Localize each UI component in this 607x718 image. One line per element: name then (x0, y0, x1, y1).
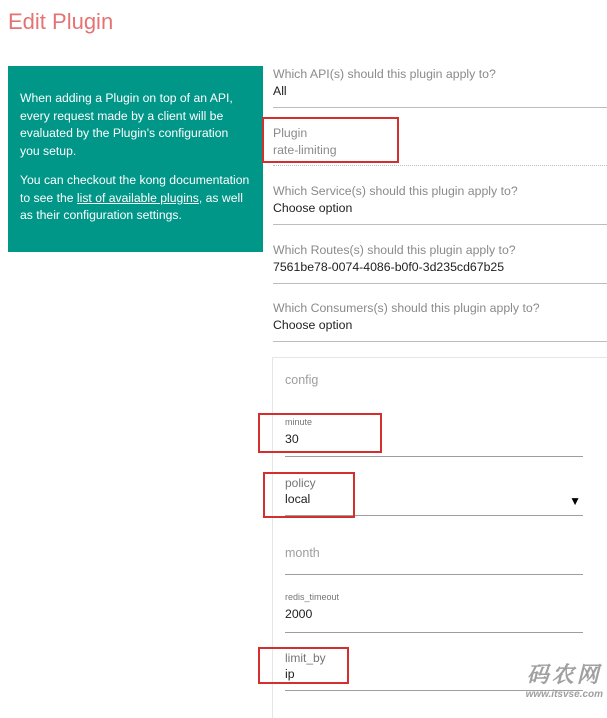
redis-timeout-value: 2000 (285, 607, 313, 621)
highlight-plugin (262, 117, 399, 163)
api-value: All (273, 84, 287, 98)
service-select[interactable] (273, 184, 607, 225)
api-select[interactable] (273, 67, 607, 108)
service-underline (273, 224, 607, 225)
highlight-minute (258, 413, 382, 453)
config-legend (285, 372, 583, 390)
policy-value: local (285, 492, 311, 506)
limit-by-value: ip (285, 667, 295, 681)
consumers-value: Choose option (273, 318, 353, 332)
routes-underline (273, 283, 607, 284)
watermark-url: www.itsvse.com (525, 689, 603, 700)
consumers-select[interactable] (273, 301, 607, 342)
plugin-label: Plugin (273, 126, 308, 140)
month-underline (285, 574, 583, 575)
routes-value: 7561be78-0074-4086-b0f0-3d235cd67b25 (273, 260, 505, 274)
service-label: Which Service(s) should this plugin apply to? (273, 184, 518, 198)
config-legend-label: config (285, 373, 319, 387)
routes-label: Which Routes(s) should this plugin apply to? (273, 243, 516, 257)
page-title: Edit Plugin (8, 9, 114, 34)
consumers-underline (273, 341, 607, 342)
watermark-chinese: 码农网 (526, 662, 602, 688)
api-underline (273, 107, 607, 108)
caret-down-icon[interactable]: ▼ (569, 494, 581, 508)
routes-select[interactable] (273, 243, 607, 284)
redis-timeout-label: redis_timeout (285, 592, 340, 602)
highlight-policy (263, 472, 355, 518)
info-paragraph-2: You can checkout the kong documentation to see the list of available plugins, as well as their configuration settings. (20, 173, 250, 222)
available-plugins-link[interactable]: list of available plugins (76, 190, 199, 205)
watermark (526, 658, 603, 700)
redis-timeout-input[interactable] (285, 592, 583, 633)
minute-label: minute (285, 417, 313, 427)
policy-label: policy (285, 476, 316, 490)
info-panel (8, 66, 263, 252)
plugin-underline (273, 165, 607, 166)
highlight-limit-by (258, 647, 349, 684)
redis-timeout-underline (285, 632, 583, 633)
month-input[interactable] (285, 545, 583, 575)
minute-underline (285, 456, 583, 457)
api-label: Which API(s) should this plugin apply to? (273, 67, 496, 81)
info-paragraph-1: When adding a Plugin on top of an API, every request made by a client will be evaluated by the Plugin's configuration you setup. (20, 91, 233, 158)
minute-value: 30 (285, 432, 299, 446)
service-value: Choose option (273, 201, 353, 215)
plugin-value: rate-limiting (273, 143, 337, 157)
month-label: month (285, 546, 320, 560)
consumers-label: Which Consumers(s) should this plugin apply to? (273, 301, 540, 315)
limit-by-label: limit_by (285, 651, 326, 665)
